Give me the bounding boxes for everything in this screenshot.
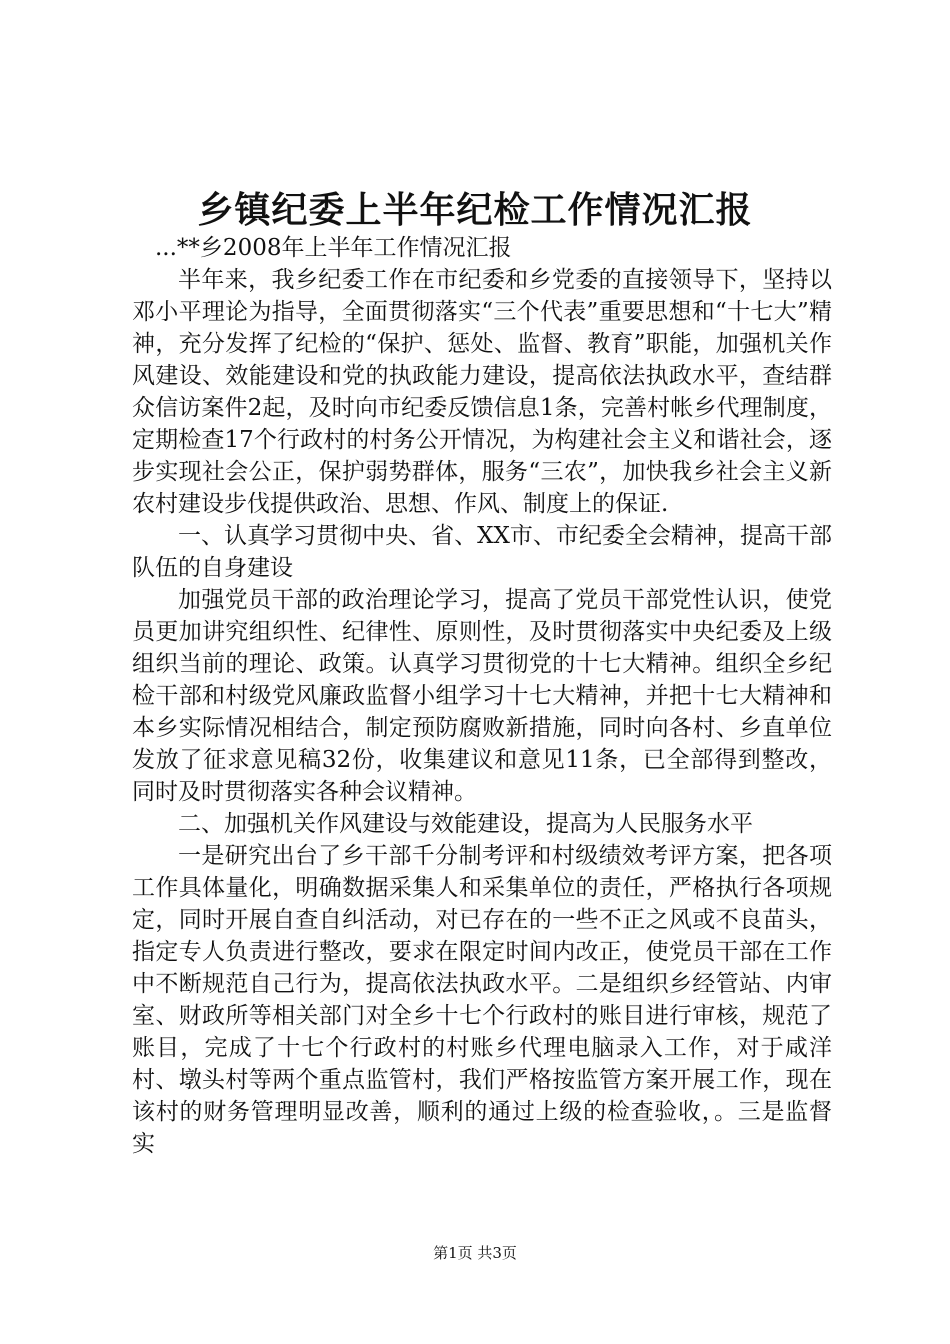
paragraph-section-2: 一是研究出台了乡干部千分制考评和村级绩效考评方案，把各项工作具体量化，明确数据采集人和采集单位的责任，严格执行各项规定，同时开展自查自纠活动，对已存在的一些不正之风或不良苗头，指定专人负责进行整改，要求在限定时间内改正，使党员干部在工作中不断规范自己行为，提高依法执政水平。二是组织乡经管站、内审室、财政所等相关部门对全乡十七个行政村的账目进行审核，规范了账目，完成了十七个行政村的村账乡代理电脑录入工作，对于咸洋村、墩头村等两个重点监管村，我们严格按监管方案开展工作，现在该村的财务管理明显改善，顺利的通过上级的检查验收，。三是监督实	[132, 843, 832, 1157]
document-title: 乡镇纪委上半年纪检工作情况汇报	[197, 189, 753, 231]
page-footer: 第1页 共3页	[433, 1244, 517, 1262]
paragraph-section-1: 加强党员干部的政治理论学习，提高了党员干部党性认识，使党员更加讲究组织性、纪律性、原则性，及时贯彻落实中央纪委及上级组织当前的理论、政策。认真学习贯彻党的十七大精神。组织全乡纪检干部和村级党风廉政监督小组学习十七大精神，并把十七大精神和本乡实际情况相结合，制定预防腐败新措施，同时向各村、乡直单位发放了征求意见稿32份，收集建议和意见11条，已全部得到整改，同时及时贯彻落实各种会议精神。	[132, 587, 832, 805]
section-heading-2: 二、加强机关作风建设与效能建设，提高为人民服务水平	[178, 811, 753, 837]
section-heading-1: 一、认真学习贯彻中央、省、XX市、市纪委全会精神，提高干部队伍的自身建设	[132, 523, 832, 581]
document-body	[132, 232, 832, 1160]
document-subtitle: ...**乡2008年上半年工作情况汇报	[155, 235, 512, 261]
paragraph-intro: 半年来，我乡纪委工作在市纪委和乡党委的直接领导下，坚持以邓小平理论为指导，全面贯彻落实“三个代表”重要思想和“十七大”精神，充分发挥了纪检的“保护、惩处、监督、教育”职能，加强机关作风建设、效能建设和党的执政能力建设，提高依法执政水平，查结群众信访案件2起，及时向市纪委反馈信息1条，完善村帐乡代理制度，定期检查17个行政村的村务公开情况，为构建社会主义和谐社会，逐步实现社会公正，保护弱势群体，服务“三农”，加快我乡社会主义新农村建设步伐提供政治、思想、作风、制度上的保证.	[132, 267, 832, 517]
